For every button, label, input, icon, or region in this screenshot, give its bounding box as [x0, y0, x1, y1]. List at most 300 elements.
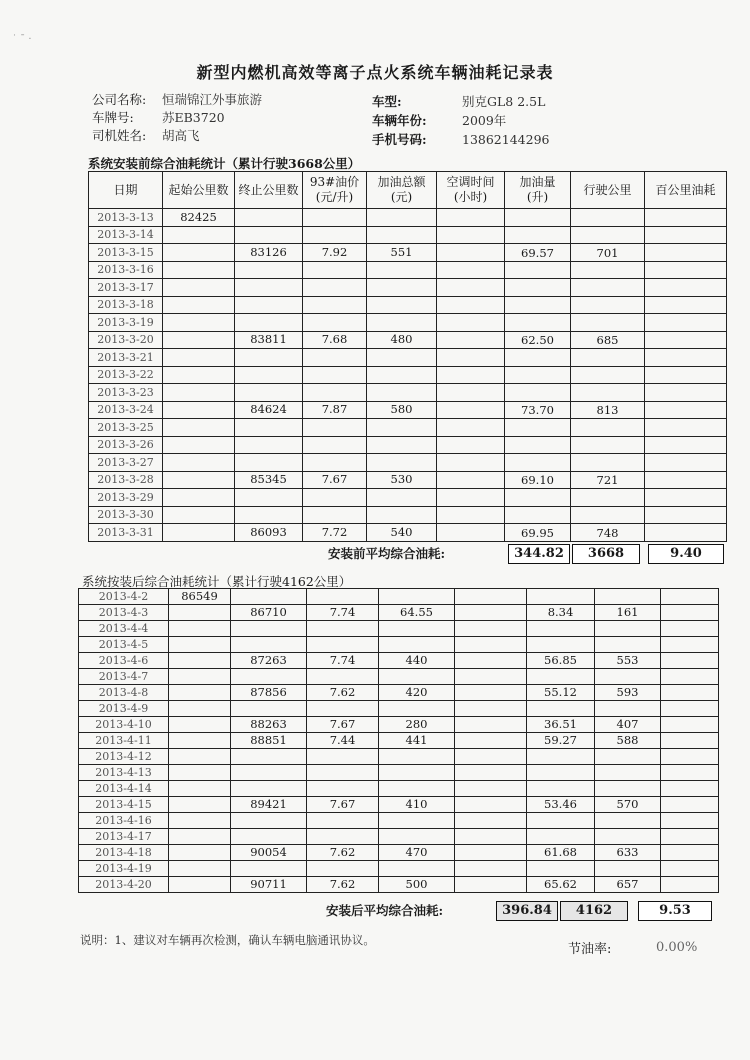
date-cell: 2013-4-9 — [79, 701, 169, 717]
table-cell — [169, 861, 231, 877]
table-cell — [379, 749, 455, 765]
table-cell — [163, 261, 235, 279]
table-cell: 7.87 — [303, 401, 367, 419]
before-heading: 系统安装前综合油耗统计（累计行驶3668公里） — [88, 156, 361, 171]
table-cell — [661, 797, 719, 813]
column-header: 加油量 (升) — [505, 172, 571, 209]
date-cell: 2013-3-27 — [89, 454, 163, 472]
table-cell — [527, 749, 595, 765]
table-cell: 84624 — [235, 401, 303, 419]
table-cell — [235, 506, 303, 524]
table-cell — [367, 261, 437, 279]
table-cell — [645, 524, 727, 542]
table-cell: 62.50 — [505, 331, 571, 349]
plate-row — [92, 108, 225, 126]
table-cell: 36.51 — [527, 717, 595, 733]
table-row — [89, 349, 727, 367]
table-cell — [455, 653, 527, 669]
table-cell: 7.68 — [303, 331, 367, 349]
table-cell — [455, 813, 527, 829]
table-cell — [571, 296, 645, 314]
table-row — [89, 506, 727, 524]
table-cell — [595, 669, 661, 685]
table-cell — [169, 669, 231, 685]
table-cell — [379, 829, 455, 845]
table-cell — [527, 765, 595, 781]
table-cell — [231, 669, 307, 685]
date-cell: 2013-4-20 — [79, 877, 169, 893]
table-cell — [231, 589, 307, 605]
table-cell — [661, 605, 719, 621]
table-cell — [571, 366, 645, 384]
table-cell — [163, 524, 235, 542]
table-cell — [455, 877, 527, 893]
after-table — [78, 588, 719, 893]
table-cell: 540 — [367, 524, 437, 542]
table-cell — [437, 209, 505, 227]
column-header: 百公里油耗 — [645, 172, 727, 209]
table-cell — [163, 279, 235, 297]
table-cell: 721 — [571, 471, 645, 489]
table-cell — [231, 781, 307, 797]
table-cell — [645, 454, 727, 472]
table-cell — [163, 401, 235, 419]
table-row — [89, 454, 727, 472]
table-cell — [235, 261, 303, 279]
table-cell: 88851 — [231, 733, 307, 749]
table-cell — [231, 861, 307, 877]
table-row — [89, 366, 727, 384]
table-row — [79, 797, 719, 813]
table-cell — [661, 685, 719, 701]
table-cell: 59.27 — [527, 733, 595, 749]
date-cell: 2013-3-25 — [89, 419, 163, 437]
table-cell — [169, 765, 231, 781]
table-cell — [307, 637, 379, 653]
table-cell — [661, 621, 719, 637]
table-cell — [661, 701, 719, 717]
table-cell — [379, 669, 455, 685]
table-cell — [169, 717, 231, 733]
table-cell — [307, 829, 379, 845]
table-cell — [303, 226, 367, 244]
table-cell — [661, 781, 719, 797]
table-cell: 90711 — [231, 877, 307, 893]
table-row — [79, 765, 719, 781]
table-cell — [661, 813, 719, 829]
table-cell — [307, 813, 379, 829]
table-row — [89, 419, 727, 437]
table-cell — [571, 209, 645, 227]
table-cell — [367, 489, 437, 507]
model-value: 别克GL8 2.5L — [462, 94, 546, 109]
table-cell — [455, 861, 527, 877]
table-cell — [455, 621, 527, 637]
table-cell — [455, 845, 527, 861]
table-row — [79, 621, 719, 637]
table-row — [89, 331, 727, 349]
table-cell — [595, 701, 661, 717]
table-cell — [595, 749, 661, 765]
table-row — [79, 829, 719, 845]
table-cell — [455, 765, 527, 781]
table-cell — [571, 419, 645, 437]
table-cell: 7.62 — [307, 877, 379, 893]
table-cell — [455, 637, 527, 653]
table-cell — [163, 471, 235, 489]
table-row — [79, 637, 719, 653]
table-cell — [307, 749, 379, 765]
date-cell: 2013-4-14 — [79, 781, 169, 797]
driver-value: 胡高飞 — [162, 128, 200, 143]
table-cell — [231, 829, 307, 845]
table-cell: 553 — [595, 653, 661, 669]
table-cell — [235, 384, 303, 402]
column-header: 日期 — [89, 172, 163, 209]
table-row — [79, 813, 719, 829]
table-cell — [367, 349, 437, 367]
table-cell: 7.92 — [303, 244, 367, 262]
table-row — [79, 669, 719, 685]
table-cell — [437, 244, 505, 262]
table-cell — [595, 829, 661, 845]
table-cell — [379, 701, 455, 717]
table-cell: 580 — [367, 401, 437, 419]
table-cell: 813 — [571, 401, 645, 419]
table-cell — [231, 813, 307, 829]
table-cell: 407 — [595, 717, 661, 733]
table-row — [79, 781, 719, 797]
table-cell — [455, 701, 527, 717]
table-cell — [367, 226, 437, 244]
table-cell — [163, 384, 235, 402]
table-cell: 410 — [379, 797, 455, 813]
table-cell: 69.95 — [505, 524, 571, 542]
table-cell — [505, 279, 571, 297]
table-cell — [169, 653, 231, 669]
table-cell — [661, 877, 719, 893]
column-header: 终止公里数 — [235, 172, 303, 209]
table-cell — [505, 506, 571, 524]
table-cell — [169, 621, 231, 637]
table-row — [89, 401, 727, 419]
table-cell — [437, 524, 505, 542]
table-cell — [163, 489, 235, 507]
phone-value: 13862144296 — [462, 132, 550, 147]
table-cell — [645, 401, 727, 419]
table-cell — [645, 209, 727, 227]
table-cell — [455, 669, 527, 685]
table-cell — [571, 261, 645, 279]
table-cell — [571, 436, 645, 454]
saving-value: 0.00% — [656, 940, 698, 955]
table-cell — [231, 621, 307, 637]
table-cell: 82425 — [163, 209, 235, 227]
table-cell — [645, 419, 727, 437]
column-header: 空调时间 (小时) — [437, 172, 505, 209]
date-cell: 2013-4-2 — [79, 589, 169, 605]
table-cell — [571, 349, 645, 367]
table-cell: 88263 — [231, 717, 307, 733]
table-row — [79, 861, 719, 877]
year-row — [372, 111, 506, 129]
scan-mark: ˙ ˉ · — [12, 34, 32, 45]
table-cell — [595, 781, 661, 797]
table-row — [79, 701, 719, 717]
table-cell — [595, 813, 661, 829]
table-cell — [163, 314, 235, 332]
table-row — [89, 314, 727, 332]
table-cell — [307, 781, 379, 797]
table-cell — [231, 765, 307, 781]
table-cell: 90054 — [231, 845, 307, 861]
table-cell — [437, 279, 505, 297]
table-cell: 55.12 — [527, 685, 595, 701]
table-cell: 551 — [367, 244, 437, 262]
table-cell — [307, 765, 379, 781]
table-cell — [645, 261, 727, 279]
table-cell — [437, 226, 505, 244]
date-cell: 2013-3-31 — [89, 524, 163, 542]
table-cell — [169, 781, 231, 797]
date-cell: 2013-4-10 — [79, 717, 169, 733]
table-cell — [163, 366, 235, 384]
table-cell — [303, 506, 367, 524]
table-cell — [231, 637, 307, 653]
table-cell — [455, 781, 527, 797]
plate-label: 车牌号: — [92, 110, 134, 125]
table-row — [89, 279, 727, 297]
table-cell — [595, 589, 661, 605]
table-cell: 441 — [379, 733, 455, 749]
date-cell: 2013-3-19 — [89, 314, 163, 332]
table-cell — [303, 349, 367, 367]
before-summary-label: 安装前平均综合油耗: — [328, 546, 446, 561]
table-cell — [645, 349, 727, 367]
table-cell — [235, 349, 303, 367]
table-cell — [571, 454, 645, 472]
table-cell: 593 — [595, 685, 661, 701]
company-value: 恒瑞锦江外事旅游 — [162, 92, 263, 107]
table-cell — [163, 419, 235, 437]
table-cell — [505, 209, 571, 227]
table-cell — [505, 314, 571, 332]
phone-label: 手机号码: — [372, 132, 427, 147]
table-cell — [367, 436, 437, 454]
table-cell — [235, 489, 303, 507]
table-row — [79, 845, 719, 861]
table-cell — [661, 589, 719, 605]
table-cell — [379, 781, 455, 797]
model-label: 车型: — [372, 94, 402, 109]
table-row — [79, 877, 719, 893]
table-cell: 440 — [379, 653, 455, 669]
table-cell — [505, 489, 571, 507]
table-cell: 161 — [595, 605, 661, 621]
table-row — [89, 209, 727, 227]
table-cell — [505, 436, 571, 454]
table-cell — [437, 366, 505, 384]
table-cell — [455, 717, 527, 733]
table-cell — [661, 717, 719, 733]
table-cell: 69.57 — [505, 244, 571, 262]
table-row — [79, 653, 719, 669]
table-cell — [379, 861, 455, 877]
date-cell: 2013-4-4 — [79, 621, 169, 637]
table-cell — [367, 506, 437, 524]
table-cell: 69.10 — [505, 471, 571, 489]
date-cell: 2013-3-29 — [89, 489, 163, 507]
table-cell — [437, 349, 505, 367]
date-cell: 2013-4-15 — [79, 797, 169, 813]
table-cell — [235, 436, 303, 454]
table-cell — [163, 454, 235, 472]
table-cell — [303, 261, 367, 279]
table-cell — [645, 226, 727, 244]
table-cell — [437, 489, 505, 507]
date-cell: 2013-4-8 — [79, 685, 169, 701]
table-cell — [437, 296, 505, 314]
table-cell — [645, 279, 727, 297]
column-header: 起始公里数 — [163, 172, 235, 209]
table-cell — [527, 637, 595, 653]
table-cell — [307, 621, 379, 637]
after-total-fuel: 396.84 — [496, 901, 558, 921]
date-cell: 2013-4-11 — [79, 733, 169, 749]
table-row — [89, 244, 727, 262]
table-cell: 65.62 — [527, 877, 595, 893]
table-cell — [661, 749, 719, 765]
date-cell: 2013-4-16 — [79, 813, 169, 829]
table-cell: 87856 — [231, 685, 307, 701]
before-header-row — [89, 172, 727, 209]
table-cell: 480 — [367, 331, 437, 349]
table-cell — [505, 384, 571, 402]
table-cell — [645, 366, 727, 384]
table-cell — [367, 384, 437, 402]
table-cell — [163, 436, 235, 454]
table-cell — [455, 749, 527, 765]
table-cell — [163, 244, 235, 262]
table-cell — [661, 669, 719, 685]
table-cell — [379, 637, 455, 653]
column-header: 93#油价 (元/升) — [303, 172, 367, 209]
table-cell: 470 — [379, 845, 455, 861]
table-cell: 89421 — [231, 797, 307, 813]
date-cell: 2013-3-17 — [89, 279, 163, 297]
table-cell — [645, 471, 727, 489]
table-cell — [437, 261, 505, 279]
date-cell: 2013-4-3 — [79, 605, 169, 621]
column-header: 加油总额 (元) — [367, 172, 437, 209]
table-cell — [367, 454, 437, 472]
date-cell: 2013-3-30 — [89, 506, 163, 524]
before-total-fuel: 344.82 — [508, 544, 570, 564]
table-cell — [235, 296, 303, 314]
table-row — [79, 685, 719, 701]
table-cell — [455, 797, 527, 813]
table-cell: 633 — [595, 845, 661, 861]
table-cell — [595, 861, 661, 877]
table-cell — [307, 701, 379, 717]
table-cell — [571, 314, 645, 332]
table-cell — [527, 861, 595, 877]
date-cell: 2013-3-20 — [89, 331, 163, 349]
table-cell — [661, 637, 719, 653]
table-cell — [367, 419, 437, 437]
table-cell — [231, 749, 307, 765]
table-cell: 53.46 — [527, 797, 595, 813]
table-cell — [303, 419, 367, 437]
plate-value: 苏EB3720 — [162, 110, 225, 125]
table-row — [89, 384, 727, 402]
table-cell — [661, 765, 719, 781]
table-cell — [307, 669, 379, 685]
table-cell — [595, 765, 661, 781]
table-cell — [303, 279, 367, 297]
table-cell — [645, 244, 727, 262]
date-cell: 2013-4-5 — [79, 637, 169, 653]
company-label: 公司名称: — [92, 92, 147, 107]
table-cell — [455, 829, 527, 845]
table-cell — [163, 506, 235, 524]
date-cell: 2013-3-28 — [89, 471, 163, 489]
table-cell — [661, 829, 719, 845]
table-cell — [645, 296, 727, 314]
table-cell — [505, 261, 571, 279]
table-cell — [505, 454, 571, 472]
column-header: 行驶公里 — [571, 172, 645, 209]
table-cell — [235, 209, 303, 227]
table-cell — [303, 209, 367, 227]
before-table — [88, 171, 727, 542]
table-cell — [437, 314, 505, 332]
table-cell — [235, 226, 303, 244]
date-cell: 2013-3-16 — [89, 261, 163, 279]
model-row — [372, 92, 545, 110]
table-cell — [307, 589, 379, 605]
date-cell: 2013-3-14 — [89, 226, 163, 244]
date-cell: 2013-3-23 — [89, 384, 163, 402]
table-cell — [303, 436, 367, 454]
table-cell: 86093 — [235, 524, 303, 542]
table-cell: 56.85 — [527, 653, 595, 669]
table-cell — [437, 331, 505, 349]
table-row — [89, 489, 727, 507]
table-cell — [235, 454, 303, 472]
table-cell: 280 — [379, 717, 455, 733]
date-cell: 2013-4-6 — [79, 653, 169, 669]
date-cell: 2013-4-17 — [79, 829, 169, 845]
table-cell — [303, 454, 367, 472]
date-cell: 2013-3-15 — [89, 244, 163, 262]
table-cell — [169, 797, 231, 813]
table-cell: 7.72 — [303, 524, 367, 542]
table-cell — [379, 765, 455, 781]
table-cell — [527, 781, 595, 797]
table-cell: 570 — [595, 797, 661, 813]
table-cell — [303, 489, 367, 507]
table-cell — [661, 653, 719, 669]
date-cell: 2013-4-18 — [79, 845, 169, 861]
table-row — [89, 471, 727, 489]
date-cell: 2013-3-22 — [89, 366, 163, 384]
table-cell — [645, 489, 727, 507]
table-cell — [169, 845, 231, 861]
driver-label: 司机姓名: — [92, 128, 147, 143]
table-row — [79, 749, 719, 765]
driver-row — [92, 126, 200, 144]
